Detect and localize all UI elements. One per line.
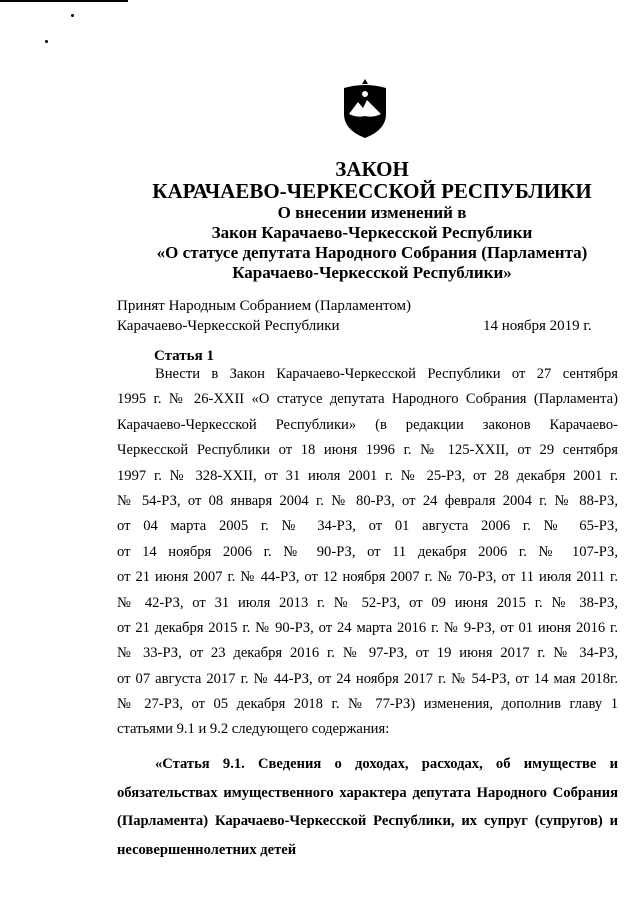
law-title-republic: КАРАЧАЕВО-ЧЕРКЕССКОЙ РЕСПУБЛИКИ [152, 179, 592, 203]
article-9-1-line: (Парламента) Карачаево-Черкесской Республики, их супруг (супругов) и [117, 813, 618, 829]
adoption-date: 14 ноября 2019 г. [483, 318, 592, 334]
body-line: № 27-РЗ, от 05 декабря 2018 г. № 77-РЗ) изменения, дополнив главу 1 [117, 696, 618, 713]
article-9-1-line: «Статья 9.1. Сведения о доходах, расходах, об имуществе и [155, 756, 618, 772]
law-title: ЗАКОН [335, 157, 409, 181]
article-9-1-heading [117, 750, 618, 864]
scan-speck [45, 40, 48, 43]
article-1-body [117, 362, 618, 743]
body-line: от 04 марта 2005 г. № 34-РЗ, от 01 августа 2006 г. № 65-РЗ, [117, 518, 618, 535]
article-1-heading: Статья 1 [154, 348, 214, 364]
body-line: статьями 9.1 и 9.2 следующего содержания: [117, 721, 390, 738]
body-line: Карачаево-Черкесской Республики» (в редакции законов Карачаево- [117, 416, 618, 433]
article-9-1-line: несовершеннолетних детей [117, 841, 297, 858]
body-line: № 54-РЗ, от 08 января 2004 г. № 80-РЗ, от 24 февраля 2004 г. № 88-РЗ, [117, 492, 618, 509]
law-subtitle-line: Карачаево-Черкесской Республики» [232, 263, 512, 282]
body-line: № 42-РЗ, от 31 июля 2013 г. № 52-РЗ, от 09 июня 2015 г. № 38-РЗ, [117, 594, 618, 611]
body-line: Внести в Закон Карачаево-Черкесской Республики от 27 сентября [155, 366, 618, 382]
adoption-line: Карачаево-Черкесской Республики [117, 318, 340, 334]
body-line: от 07 августа 2017 г. № 44-РЗ, от 24 ноября 2017 г. № 54-РЗ, от 14 мая 2018г. [117, 670, 618, 687]
coat-of-arms-emblem [339, 78, 391, 140]
body-line: Черкесской Республики от 18 июня 1996 г. № 125-XXII, от 29 сентября [117, 442, 618, 459]
article-9-1-line: обязательствах имущественного характера депутата Народного Собрания [117, 784, 618, 801]
scan-top-rule [0, 0, 128, 2]
law-subtitle-line: Закон Карачаево-Черкесской Республики [211, 223, 533, 242]
law-subtitle-line: О внесении изменений в [277, 203, 467, 222]
body-line: от 14 ноября 2006 г. № 90-РЗ, от 11 декабря 2006 г. № 107-РЗ, [117, 543, 618, 560]
adoption-line: Принят Народным Собранием (Парламентом) [117, 298, 412, 314]
body-line: 1997 г. № 328-XXII, от 31 июля 2001 г. № 25-РЗ, от 28 декабря 2001 г. [117, 467, 618, 484]
body-line: от 21 декабря 2015 г. № 90-РЗ, от 24 марта 2016 г. № 9-РЗ, от 01 июня 2016 г. [117, 619, 618, 636]
body-line: 1995 г. № 26-XXII «О статусе депутата Народного Собрания (Парламента) [117, 391, 618, 408]
scan-speck [71, 14, 74, 17]
law-subtitle-line: «О статусе депутата Народного Собрания (Парламента) [156, 243, 588, 262]
body-line: от 21 июня 2007 г. № 44-РЗ, от 12 ноября 2007 г. № 70-РЗ, от 11 июля 2011 г. [117, 569, 618, 586]
body-line: № 33-РЗ, от 23 декабря 2016 г. № 97-РЗ, от 19 июня 2017 г. № 34-РЗ, [117, 645, 618, 662]
